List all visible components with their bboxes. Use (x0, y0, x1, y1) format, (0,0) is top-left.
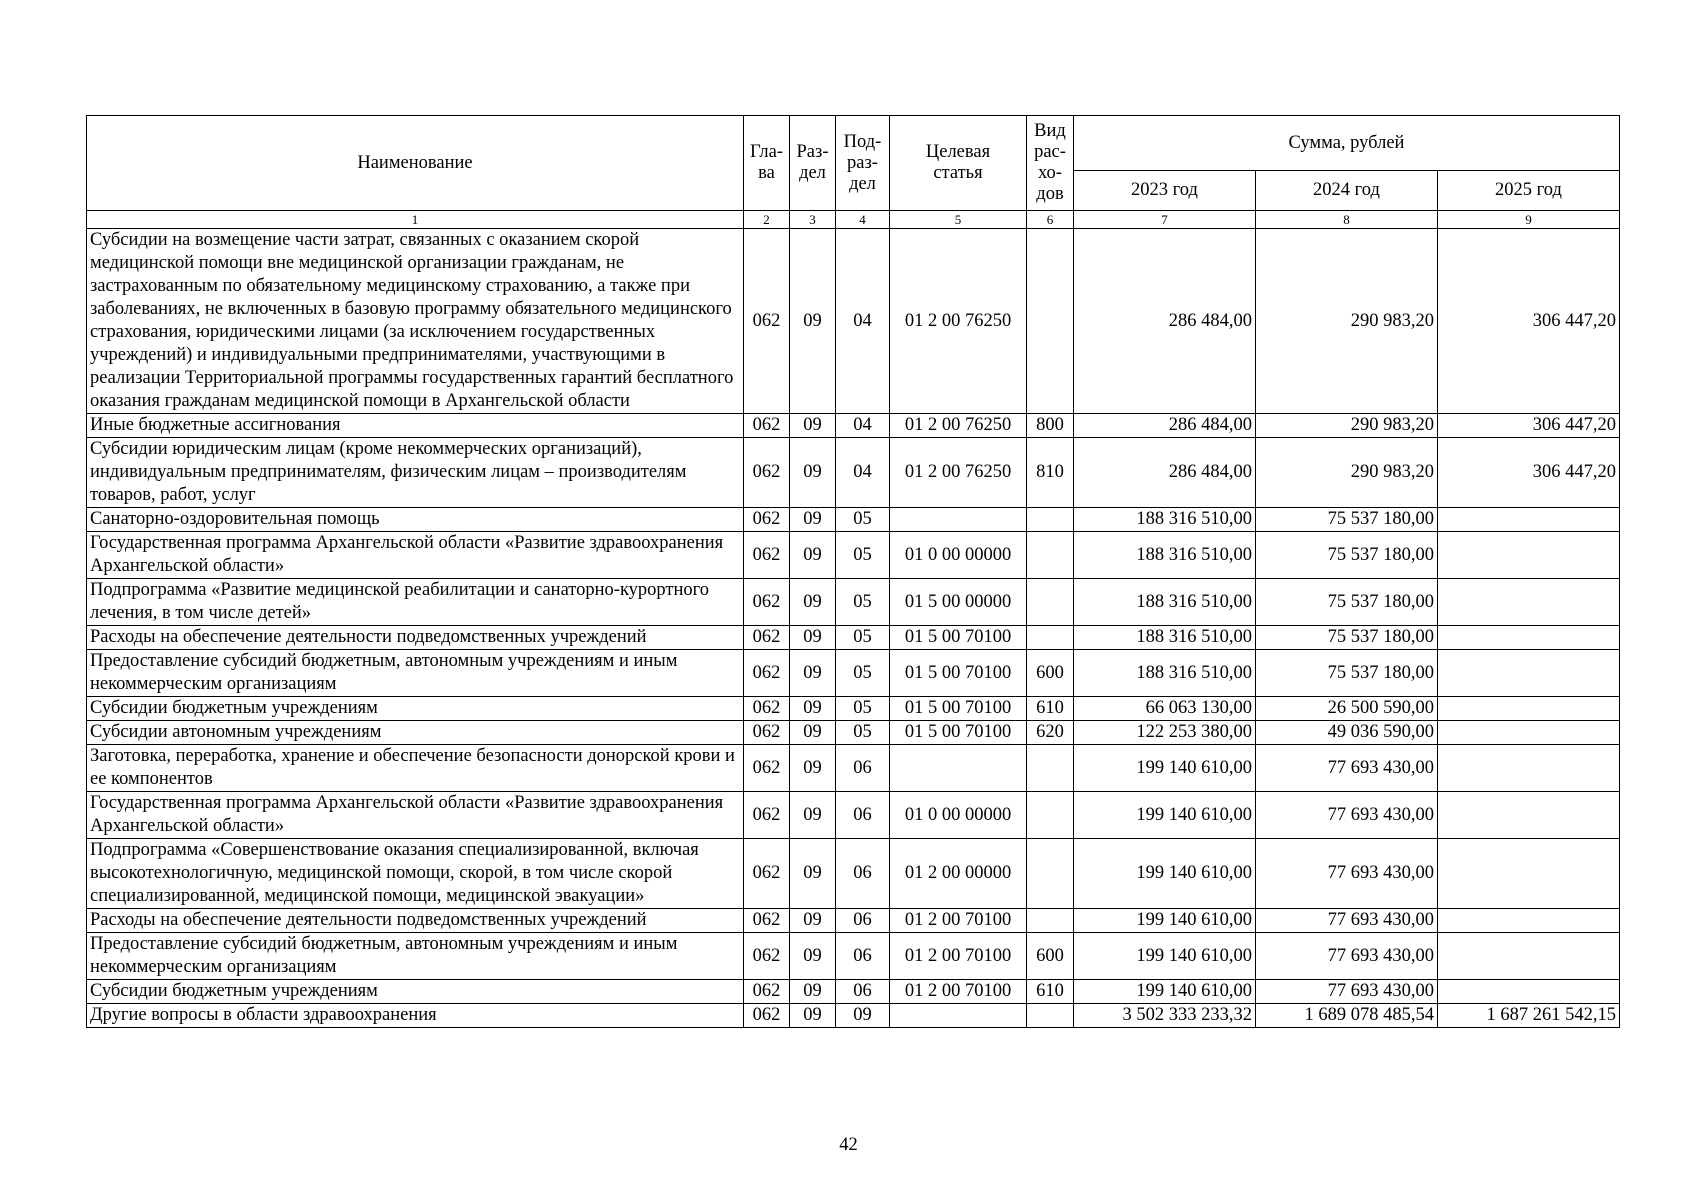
row-podrazdel-cell: 06 (836, 792, 890, 839)
row-razdel-cell: 09 (790, 980, 836, 1004)
row-podrazdel-cell: 06 (836, 909, 890, 933)
row-glava-cell: 062 (744, 697, 790, 721)
column-number: 8 (1256, 211, 1438, 229)
table-row (87, 721, 1620, 745)
row-glava-cell: 062 (744, 626, 790, 650)
row-amount-2023-cell: 188 316 510,00 (1074, 626, 1256, 650)
row-vid-cell (1027, 839, 1074, 909)
column-number: 2 (744, 211, 790, 229)
row-razdel-cell: 09 (790, 650, 836, 697)
row-glava-cell: 062 (744, 1004, 790, 1028)
row-target-cell: 01 5 00 00000 (890, 579, 1027, 626)
row-razdel-cell: 09 (790, 438, 836, 508)
column-number-row (87, 211, 1620, 229)
row-razdel-cell: 09 (790, 933, 836, 980)
row-amount-2023-cell: 199 140 610,00 (1074, 909, 1256, 933)
row-amount-2024-cell: 77 693 430,00 (1256, 933, 1438, 980)
row-vid-cell (1027, 1004, 1074, 1028)
row-glava-cell: 062 (744, 229, 790, 414)
row-podrazdel-cell: 05 (836, 532, 890, 579)
row-amount-2025-cell (1438, 508, 1620, 532)
row-razdel-cell: 09 (790, 579, 836, 626)
row-podrazdel-cell: 06 (836, 980, 890, 1004)
row-amount-2025-cell: 306 447,20 (1438, 414, 1620, 438)
row-target-cell: 01 2 00 70100 (890, 933, 1027, 980)
row-amount-2025-cell: 306 447,20 (1438, 229, 1620, 414)
row-amount-2024-cell: 26 500 590,00 (1256, 697, 1438, 721)
row-glava-cell: 062 (744, 650, 790, 697)
row-vid-cell (1027, 792, 1074, 839)
header-name: Наименование (87, 116, 744, 211)
row-amount-2025-cell (1438, 909, 1620, 933)
row-vid-cell: 600 (1027, 933, 1074, 980)
header-vid: Вид рас- хо- дов (1027, 116, 1074, 211)
row-amount-2025-cell: 306 447,20 (1438, 438, 1620, 508)
row-vid-cell (1027, 508, 1074, 532)
row-vid-cell (1027, 745, 1074, 792)
row-name-cell: Субсидии бюджетным учреждениям (87, 697, 744, 721)
row-name-cell: Подпрограмма «Совершенствование оказания специализированной, включая высокотехнологичную, медицинской помощи, скорой, в том числе скорой специализированной, медицинской помощи, медицинской эвакуации» (87, 839, 744, 909)
row-amount-2023-cell: 188 316 510,00 (1074, 650, 1256, 697)
row-vid-cell (1027, 532, 1074, 579)
row-amount-2025-cell (1438, 792, 1620, 839)
row-amount-2024-cell: 290 983,20 (1256, 438, 1438, 508)
column-number: 9 (1438, 211, 1620, 229)
row-amount-2024-cell: 75 537 180,00 (1256, 650, 1438, 697)
row-amount-2024-cell: 1 689 078 485,54 (1256, 1004, 1438, 1028)
row-target-cell (890, 1004, 1027, 1028)
row-name-cell: Иные бюджетные ассигнования (87, 414, 744, 438)
row-podrazdel-cell: 05 (836, 508, 890, 532)
row-amount-2024-cell: 75 537 180,00 (1256, 626, 1438, 650)
row-name-cell: Другие вопросы в области здравоохранения (87, 1004, 744, 1028)
row-razdel-cell: 09 (790, 721, 836, 745)
table-row (87, 909, 1620, 933)
row-razdel-cell: 09 (790, 414, 836, 438)
row-name-cell: Санаторно-оздоровительная помощь (87, 508, 744, 532)
row-name-cell: Субсидии юридическим лицам (кроме некоммерческих организаций), индивидуальным предпринимателям, физическим лицам – производителям товаров, работ, услуг (87, 438, 744, 508)
header-year-2023: 2023 год (1074, 171, 1256, 211)
row-vid-cell: 610 (1027, 980, 1074, 1004)
row-amount-2025-cell (1438, 745, 1620, 792)
row-amount-2024-cell: 75 537 180,00 (1256, 532, 1438, 579)
row-amount-2024-cell: 75 537 180,00 (1256, 508, 1438, 532)
row-name-cell: Субсидии автономным учреждениям (87, 721, 744, 745)
row-podrazdel-cell: 04 (836, 414, 890, 438)
column-number: 3 (790, 211, 836, 229)
row-amount-2024-cell: 49 036 590,00 (1256, 721, 1438, 745)
row-razdel-cell: 09 (790, 909, 836, 933)
row-vid-cell (1027, 626, 1074, 650)
row-amount-2023-cell: 188 316 510,00 (1074, 532, 1256, 579)
row-podrazdel-cell: 04 (836, 229, 890, 414)
row-name-cell: Предоставление субсидий бюджетным, автономным учреждениям и иным некоммерческим организациям (87, 650, 744, 697)
column-number: 4 (836, 211, 890, 229)
row-glava-cell: 062 (744, 438, 790, 508)
table-body (87, 229, 1620, 1028)
header-podrazdel: Под- раз- дел (836, 116, 890, 211)
row-razdel-cell: 09 (790, 1004, 836, 1028)
row-target-cell (890, 745, 1027, 792)
row-amount-2023-cell: 188 316 510,00 (1074, 579, 1256, 626)
row-podrazdel-cell: 05 (836, 697, 890, 721)
row-glava-cell: 062 (744, 792, 790, 839)
row-amount-2025-cell (1438, 980, 1620, 1004)
row-amount-2023-cell: 286 484,00 (1074, 229, 1256, 414)
table-row (87, 839, 1620, 909)
row-name-cell: Расходы на обеспечение деятельности подведомственных учреждений (87, 626, 744, 650)
row-vid-cell (1027, 909, 1074, 933)
table-row (87, 508, 1620, 532)
header-razdel: Раз- дел (790, 116, 836, 211)
table-row (87, 745, 1620, 792)
row-amount-2023-cell: 199 140 610,00 (1074, 839, 1256, 909)
column-number: 7 (1074, 211, 1256, 229)
row-glava-cell: 062 (744, 579, 790, 626)
row-vid-cell: 610 (1027, 697, 1074, 721)
row-target-cell: 01 5 00 70100 (890, 626, 1027, 650)
row-target-cell: 01 0 00 00000 (890, 532, 1027, 579)
row-name-cell: Государственная программа Архангельской области «Развитие здравоохранения Архангельской области» (87, 792, 744, 839)
row-amount-2023-cell: 122 253 380,00 (1074, 721, 1256, 745)
row-name-cell: Расходы на обеспечение деятельности подведомственных учреждений (87, 909, 744, 933)
header-sum: Сумма, рублей (1074, 116, 1620, 171)
row-podrazdel-cell: 06 (836, 839, 890, 909)
row-razdel-cell: 09 (790, 839, 836, 909)
table-row (87, 532, 1620, 579)
table-row (87, 650, 1620, 697)
table-row (87, 933, 1620, 980)
row-amount-2023-cell: 66 063 130,00 (1074, 697, 1256, 721)
row-target-cell: 01 2 00 70100 (890, 980, 1027, 1004)
row-podrazdel-cell: 05 (836, 626, 890, 650)
row-amount-2024-cell: 77 693 430,00 (1256, 980, 1438, 1004)
row-glava-cell: 062 (744, 933, 790, 980)
row-vid-cell: 810 (1027, 438, 1074, 508)
header-glava: Гла- ва (744, 116, 790, 211)
row-amount-2025-cell (1438, 650, 1620, 697)
row-glava-cell: 062 (744, 532, 790, 579)
budget-table (86, 115, 1620, 1028)
row-target-cell: 01 2 00 00000 (890, 839, 1027, 909)
row-podrazdel-cell: 06 (836, 933, 890, 980)
row-glava-cell: 062 (744, 909, 790, 933)
row-vid-cell: 600 (1027, 650, 1074, 697)
row-amount-2023-cell: 199 140 610,00 (1074, 933, 1256, 980)
row-amount-2023-cell: 286 484,00 (1074, 438, 1256, 508)
row-amount-2025-cell (1438, 532, 1620, 579)
row-glava-cell: 062 (744, 980, 790, 1004)
row-podrazdel-cell: 05 (836, 579, 890, 626)
column-number: 6 (1027, 211, 1074, 229)
column-number: 1 (87, 211, 744, 229)
table-row (87, 229, 1620, 414)
header-target: Целевая статья (890, 116, 1027, 211)
row-podrazdel-cell: 06 (836, 745, 890, 792)
table-row (87, 579, 1620, 626)
row-glava-cell: 062 (744, 508, 790, 532)
row-amount-2024-cell: 290 983,20 (1256, 229, 1438, 414)
row-amount-2023-cell: 3 502 333 233,32 (1074, 1004, 1256, 1028)
row-name-cell: Государственная программа Архангельской области «Развитие здравоохранения Архангельской области» (87, 532, 744, 579)
header-year-2024: 2024 год (1256, 171, 1438, 211)
row-target-cell: 01 5 00 70100 (890, 721, 1027, 745)
row-amount-2025-cell (1438, 933, 1620, 980)
row-amount-2025-cell (1438, 579, 1620, 626)
table-row (87, 626, 1620, 650)
row-razdel-cell: 09 (790, 229, 836, 414)
row-vid-cell: 800 (1027, 414, 1074, 438)
row-razdel-cell: 09 (790, 508, 836, 532)
row-podrazdel-cell: 04 (836, 438, 890, 508)
row-podrazdel-cell: 05 (836, 650, 890, 697)
row-amount-2024-cell: 77 693 430,00 (1256, 792, 1438, 839)
table-row (87, 792, 1620, 839)
row-amount-2025-cell (1438, 697, 1620, 721)
row-razdel-cell: 09 (790, 626, 836, 650)
row-amount-2024-cell: 77 693 430,00 (1256, 839, 1438, 909)
row-target-cell: 01 2 00 76250 (890, 438, 1027, 508)
row-amount-2024-cell: 290 983,20 (1256, 414, 1438, 438)
row-target-cell: 01 0 00 00000 (890, 792, 1027, 839)
row-target-cell: 01 5 00 70100 (890, 650, 1027, 697)
row-vid-cell (1027, 229, 1074, 414)
row-target-cell: 01 2 00 76250 (890, 229, 1027, 414)
row-amount-2024-cell: 77 693 430,00 (1256, 745, 1438, 792)
row-amount-2025-cell (1438, 839, 1620, 909)
row-name-cell: Субсидии бюджетным учреждениям (87, 980, 744, 1004)
row-name-cell: Субсидии на возмещение части затрат, связанных с оказанием скорой медицинской помощи вне медицинской организации гражданам, не застрахованным по обязательному медицинскому страхованию, а также при заболеваниях, не включенных в базовую программу обязательного медицинского страхования, юридическими лицами (за исключением государственных учреждений) и индивидуальными предпринимателями, участвующими в реализации Территориальной программы государственных гарантий бесплатного оказания гражданам медицинской помощи в Архангельской области (87, 229, 744, 414)
row-name-cell: Подпрограмма «Развитие медицинской реабилитации и санаторно-курортного лечения, в том числе детей» (87, 579, 744, 626)
table-row (87, 438, 1620, 508)
row-name-cell: Заготовка, переработка, хранение и обеспечение безопасности донорской крови и ее компонентов (87, 745, 744, 792)
row-amount-2023-cell: 199 140 610,00 (1074, 980, 1256, 1004)
table-row (87, 697, 1620, 721)
page-number: 42 (839, 1135, 858, 1155)
row-amount-2025-cell (1438, 626, 1620, 650)
row-razdel-cell: 09 (790, 697, 836, 721)
row-name-cell: Предоставление субсидий бюджетным, автономным учреждениям и иным некоммерческим организациям (87, 933, 744, 980)
row-amount-2025-cell: 1 687 261 542,15 (1438, 1004, 1620, 1028)
row-amount-2025-cell (1438, 721, 1620, 745)
row-razdel-cell: 09 (790, 532, 836, 579)
table-row (87, 414, 1620, 438)
table-row (87, 980, 1620, 1004)
row-vid-cell: 620 (1027, 721, 1074, 745)
row-amount-2024-cell: 77 693 430,00 (1256, 909, 1438, 933)
row-glava-cell: 062 (744, 721, 790, 745)
row-podrazdel-cell: 05 (836, 721, 890, 745)
row-target-cell: 01 5 00 70100 (890, 697, 1027, 721)
row-amount-2023-cell: 199 140 610,00 (1074, 792, 1256, 839)
row-glava-cell: 062 (744, 839, 790, 909)
row-glava-cell: 062 (744, 745, 790, 792)
row-target-cell: 01 2 00 70100 (890, 909, 1027, 933)
row-razdel-cell: 09 (790, 745, 836, 792)
row-glava-cell: 062 (744, 414, 790, 438)
row-target-cell (890, 508, 1027, 532)
row-podrazdel-cell: 09 (836, 1004, 890, 1028)
row-target-cell: 01 2 00 76250 (890, 414, 1027, 438)
header-year-2025: 2025 год (1438, 171, 1620, 211)
row-amount-2023-cell: 286 484,00 (1074, 414, 1256, 438)
row-vid-cell (1027, 579, 1074, 626)
table-row (87, 1004, 1620, 1028)
row-amount-2024-cell: 75 537 180,00 (1256, 579, 1438, 626)
row-amount-2023-cell: 199 140 610,00 (1074, 745, 1256, 792)
row-razdel-cell: 09 (790, 792, 836, 839)
column-number: 5 (890, 211, 1027, 229)
row-amount-2023-cell: 188 316 510,00 (1074, 508, 1256, 532)
